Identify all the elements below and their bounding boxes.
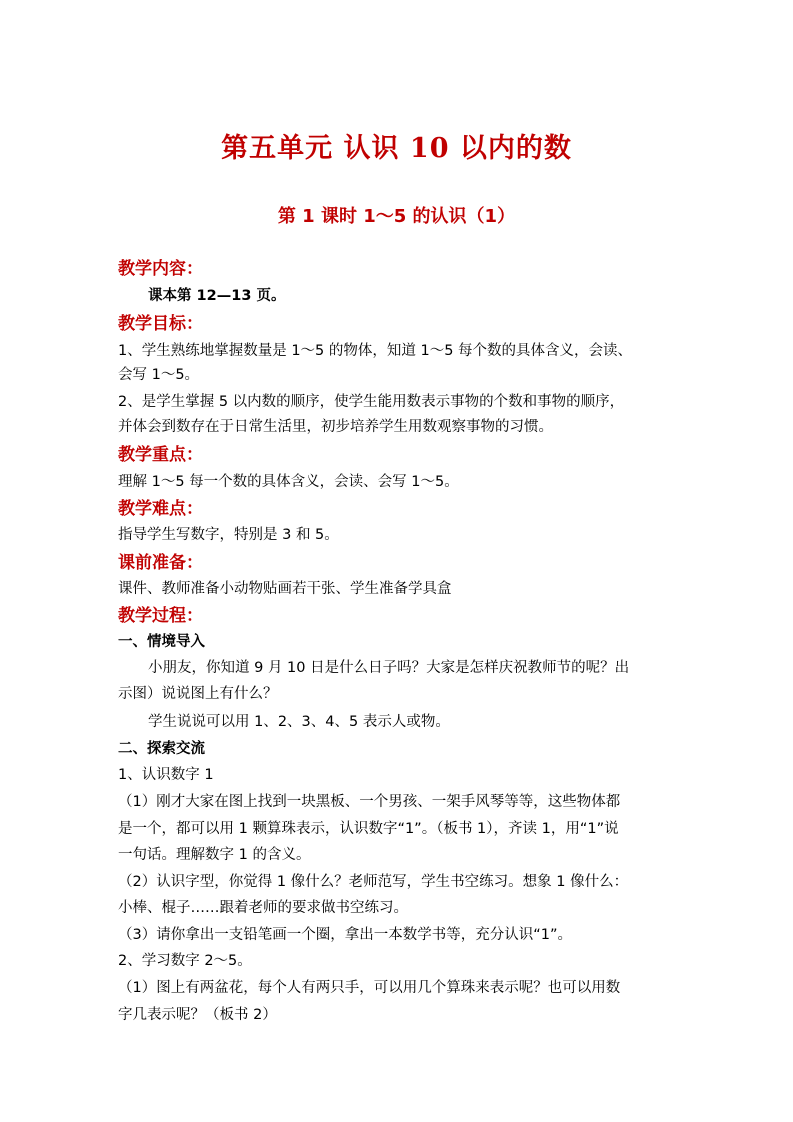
unit-title: 第五单元 认识 10 以内的数 [221, 133, 572, 164]
heading-difficulties: 教学难点： [118, 499, 203, 519]
preparation-text: 课件、教师准备小动物贴画若干张、学生准备学具盒 [118, 581, 452, 597]
step2-a-line2: 字几表示呢？（板书 2） [118, 1007, 277, 1023]
part1-para-line1: 小朋友，你知道 9 月 10 日是什么日子吗？大家是怎样庆祝教师节的呢？出 [148, 660, 630, 676]
heading-teaching-process: 教学过程： [118, 606, 203, 626]
part1-heading: 一、情境导入 [118, 634, 205, 650]
teaching-content-text: 课本第 12—13 页。 [148, 288, 286, 304]
heading-key-points: 教学重点： [118, 445, 203, 465]
step1-a-line1: （1）刚才大家在图上找到一块黑板、一个男孩、一架手风琴等等，这些物体都 [118, 794, 621, 810]
heading-preparation: 课前准备： [118, 553, 203, 573]
goal1-line1: 1、学生熟练地掌握数量是 1～5 的物体，知道 1～5 每个数的具体含义，会读、 [118, 343, 633, 359]
step1-a-line2: 是一个，都可以用 1 颗算珠表示，认识数字“1”。（板书 1），齐读 1，用“1”说 [118, 821, 619, 837]
part1-para-line2: 示图）说说图上有什么？ [118, 686, 278, 702]
goal2-line2: 并体会到数存在于日常生活里，初步培养学生用数观察事物的习惯。 [118, 419, 553, 435]
part2-heading: 二、探索交流 [118, 741, 205, 757]
step1-b-line1: （2）认识字型，你觉得 1 像什么？老师范写，学生书空练习。想象 1 像什么： [118, 874, 629, 890]
step1-heading: 1、认识数字 1 [118, 767, 214, 783]
goal2-line1: 2、是学生掌握 5 以内数的顺序，使学生能用数表示事物的个数和事物的顺序， [118, 394, 625, 410]
step1-c-line1: （3）请你拿出一支铅笔画一个圈，拿出一本数学书等，充分认识“1”。 [118, 927, 572, 943]
part1-para-line3: 学生说说可以用 1、2、3、4、5 表示人或物。 [148, 714, 450, 730]
key-points-text: 理解 1～5 每一个数的具体含义，会读、会写 1～5。 [118, 474, 459, 490]
heading-teaching-content: 教学内容： [118, 259, 203, 279]
lesson-subtitle: 第 1 课时 1～5 的认识（1） [277, 206, 516, 227]
heading-teaching-goals: 教学目标： [118, 314, 203, 334]
step2-a-line1: （1）图上有两盆花，每个人有两只手，可以用几个算珠来表示呢？也可以用数 [118, 980, 621, 996]
step2-heading: 2、学习数字 2～5。 [118, 953, 252, 969]
difficulties-text: 指导学生写数字，特别是 3 和 5。 [118, 527, 339, 543]
step1-b-line2: 小棒、棍子……跟着老师的要求做书空练习。 [118, 900, 408, 916]
goal1-line2: 会写 1～5。 [118, 367, 200, 383]
step1-a-line3: 一句话。理解数字 1 的含义。 [118, 847, 311, 863]
